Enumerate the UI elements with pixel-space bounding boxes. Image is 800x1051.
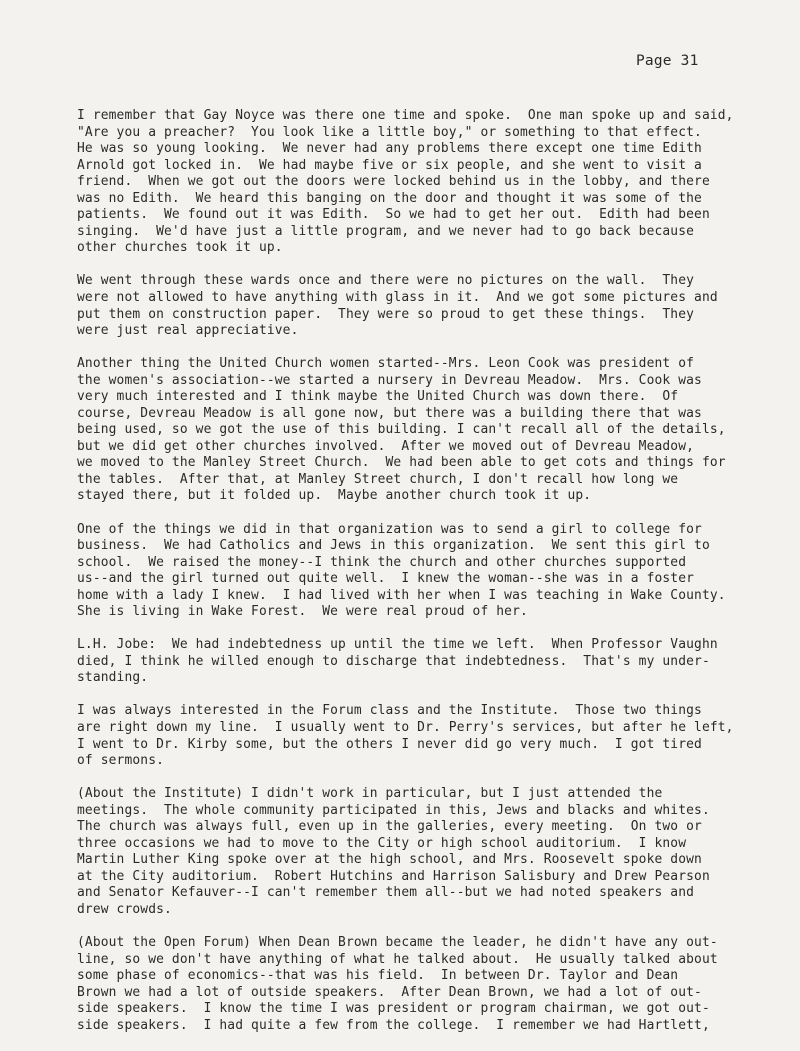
text-line: Arnold got locked in. We had maybe five or six people, and she went to visit a: [77, 157, 702, 173]
text-line: stayed there, but it folded up. Maybe another church took it up.: [77, 488, 592, 504]
text-line: side speakers. I had quite a few from the college. I remember we had Hartlett,: [77, 1017, 710, 1033]
paragraph: [77, 273, 777, 339]
text-line: drew crowds.: [77, 901, 172, 917]
page-number: Page 31: [636, 53, 699, 69]
text-line: (About the Institute) I didn't work in particular, but I just attended the: [77, 786, 663, 802]
text-line: put them on construction paper. They were so proud to get these things. They: [77, 306, 695, 322]
text-line: very much interested and I think maybe the United Church was down there. Of: [77, 389, 679, 405]
text-line: I went to Dr. Kirby some, but the others I never did go very much. I got tired: [77, 736, 702, 752]
text-line: I was always interested in the Forum class and the Institute. Those two things: [77, 703, 702, 719]
text-line: Another thing the United Church women started--Mrs. Leon Cook was president of: [77, 356, 695, 372]
paragraph: [77, 703, 777, 769]
paragraph: [77, 786, 777, 918]
text-line: We went through these wards once and there were no pictures on the wall. They: [77, 273, 695, 289]
paragraph: [77, 108, 777, 257]
text-line: being used, so we got the use of this building. I can't recall all of the details,: [77, 422, 726, 438]
paragraph: [77, 522, 777, 621]
text-line: some phase of economics--that was his field. In between Dr. Taylor and Dean: [77, 968, 679, 984]
text-line: died, I think he willed enough to discharge that indebtedness. That's my under-: [77, 653, 710, 669]
text-line: One of the things we did in that organization was to send a girl to college for: [77, 521, 702, 537]
text-line: He was so young looking. We never had any problems there except one time Edith: [77, 141, 702, 157]
paragraph: [77, 935, 777, 1034]
text-line: (About the Open Forum) When Dean Brown became the leader, he didn't have any out-: [77, 935, 718, 951]
text-line: The church was always full, even up in the galleries, every meeting. On two or: [77, 819, 702, 835]
text-line: us--and the girl turned out quite well. I knew the woman--she was in a foster: [77, 571, 695, 587]
text-line: patients. We found out it was Edith. So we had to get her out. Edith had been: [77, 207, 710, 223]
paragraph: [77, 356, 777, 505]
text-line: was no Edith. We heard this banging on the door and thought it was some of the: [77, 190, 702, 206]
text-line: three occasions we had to move to the City or high school auditorium. I know: [77, 835, 687, 851]
text-line: other churches took it up.: [77, 240, 283, 256]
text-line: are right down my line. I usually went to Dr. Perry's services, but after he left,: [77, 720, 734, 735]
text-line: She is living in Wake Forest. We were real proud of her.: [77, 604, 528, 620]
text-line: "Are you a preacher? You look like a little boy," or something to that effect.: [77, 124, 702, 140]
text-line: L.H. Jobe: We had indebtedness up until the time we left. When Professor Vaughn: [77, 637, 718, 653]
text-line: the women's association--we started a nursery in Devreau Meadow. Mrs. Cook was: [77, 372, 702, 388]
text-line: were not allowed to have anything with glass in it. And we got some pictures and: [77, 289, 718, 305]
text-line: singing. We'd have just a little program, and we never had to go back because: [77, 223, 695, 239]
document-body: [77, 108, 777, 1051]
text-line: line, so we don't have anything of what he talked about. He usually talked about: [77, 951, 718, 967]
text-line: at the City auditorium. Robert Hutchins and Harrison Salisbury and Drew Pearson: [77, 868, 710, 884]
text-line: standing.: [77, 670, 149, 686]
text-line: school. We raised the money--I think the church and other churches supported: [77, 554, 687, 570]
text-line: were just real appreciative.: [77, 323, 299, 339]
text-line: meetings. The whole community participated in this, Jews and blacks and whites.: [77, 802, 710, 818]
text-line: I remember that Gay Noyce was there one time and spoke. One man spoke up and said,: [77, 108, 734, 123]
text-line: Brown we had a lot of outside speakers. After Dean Brown, we had a lot of out-: [77, 984, 702, 1000]
text-line: we moved to the Manley Street Church. We had been able to get cots and things for: [77, 455, 726, 471]
text-line: home with a lady I knew. I had lived with her when I was teaching in Wake County.: [77, 587, 726, 603]
text-line: side speakers. I know the time I was president or program chairman, we got out-: [77, 1001, 710, 1017]
paragraph: [77, 637, 777, 687]
text-line: the tables. After that, at Manley Street church, I don't recall how long we: [77, 471, 679, 487]
text-line: and Senator Kefauver--I can't remember them all--but we had noted speakers and: [77, 885, 695, 901]
text-line: business. We had Catholics and Jews in this organization. We sent this girl to: [77, 538, 710, 554]
text-line: of sermons.: [77, 753, 165, 769]
text-line: but we did get other churches involved. After we moved out of Devreau Meadow,: [77, 438, 695, 454]
text-line: course, Devreau Meadow is all gone now, but there was a building there that was: [77, 405, 702, 421]
text-line: Martin Luther King spoke over at the high school, and Mrs. Roosevelt spoke down: [77, 852, 702, 868]
text-line: friend. When we got out the doors were locked behind us in the lobby, and there: [77, 174, 710, 190]
